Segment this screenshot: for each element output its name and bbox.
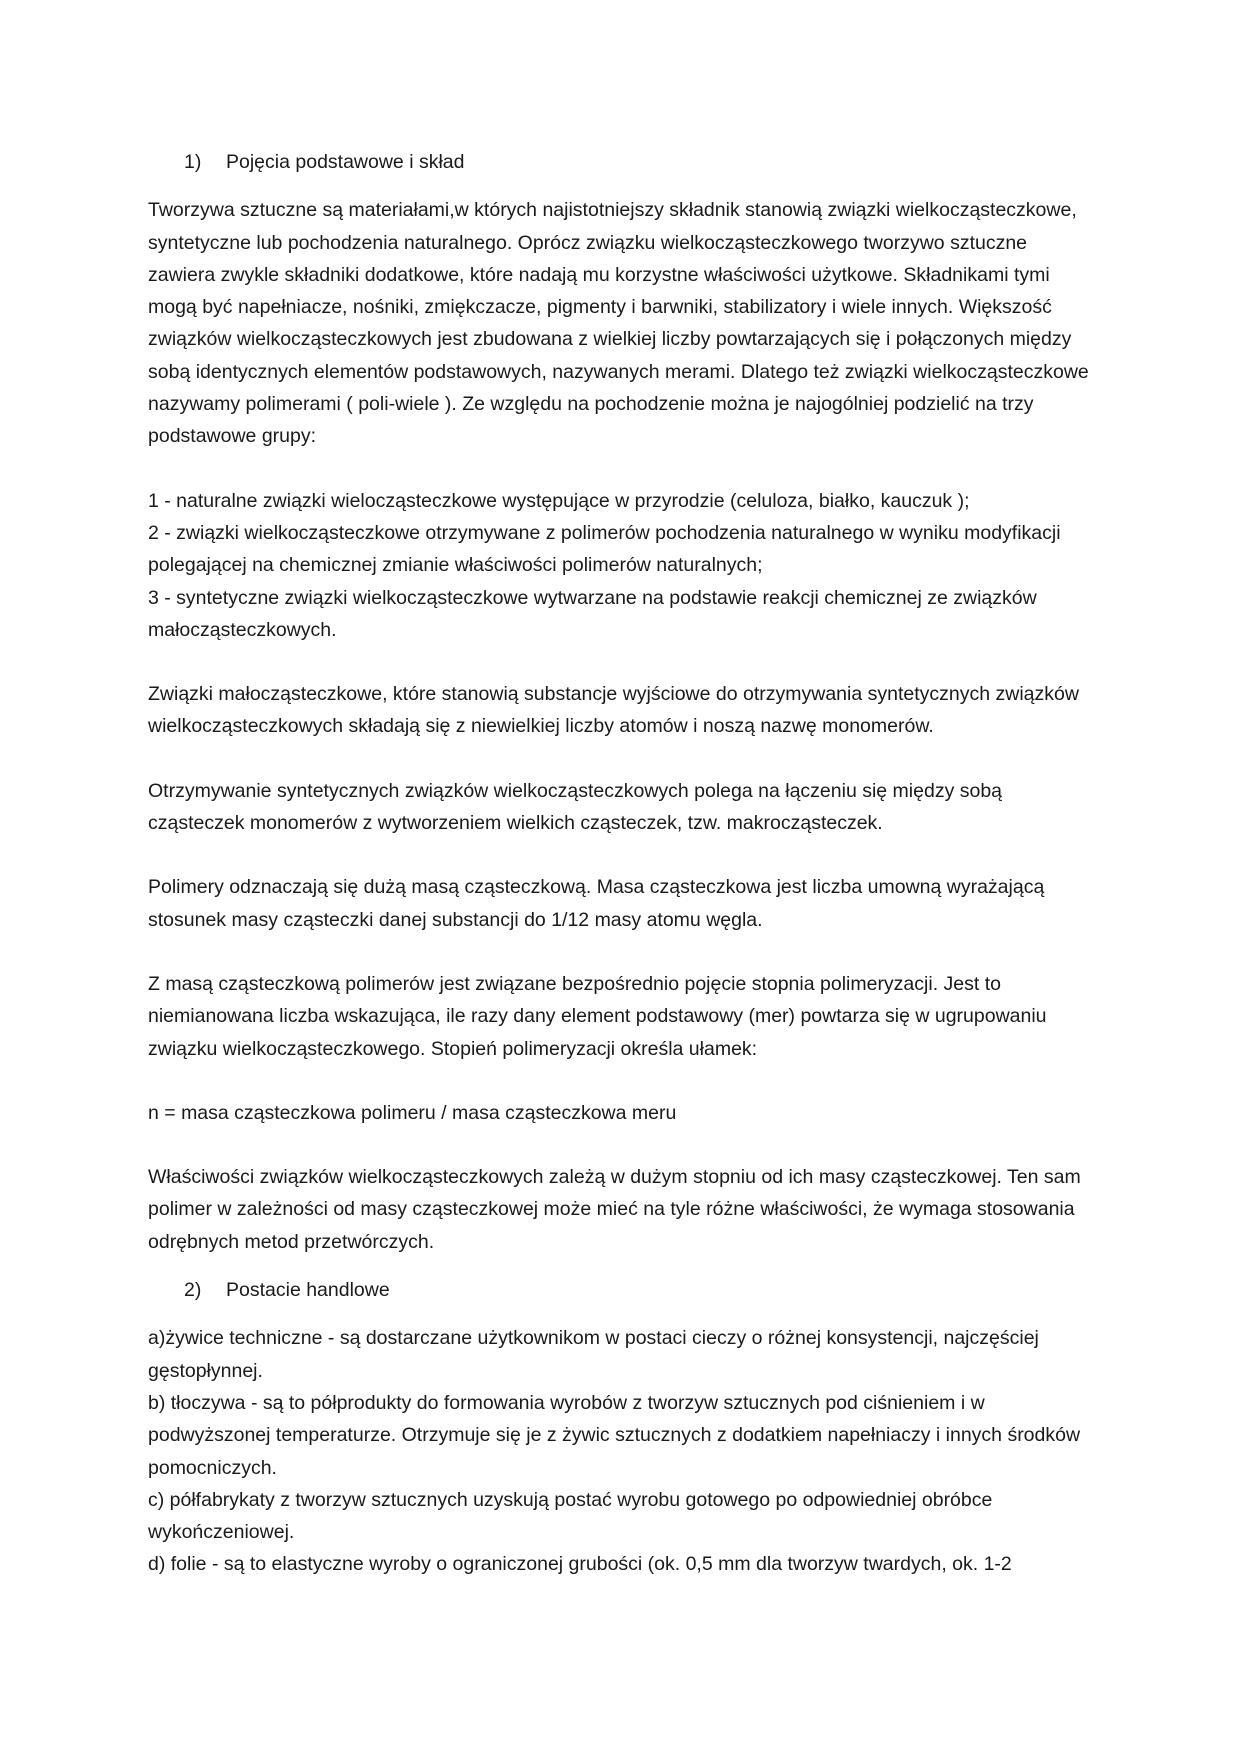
list-item: 3 - syntetyczne związki wielkocząsteczkowe wytwarzane na podstawie reakcji chemicznej ze związków małocząsteczkowych.	[148, 586, 1037, 641]
polymer-groups-list	[148, 485, 1098, 646]
paragraph-synthesis: Otrzymywanie syntetycznych związków wielkocząsteczkowych polega na łączeniu się między sobą cząsteczek monomerów z wytworzeniem wielkich cząsteczek, tzw. makrocząsteczek.	[148, 779, 1003, 835]
list-item: b) tłoczywa - są to półprodukty do formowania wyrobów z tworzyw sztucznych pod ciśnieniem i w podwyższonej temperaturze. Otrzymuje się je z żywic sztucznych z dodatkiem napełniaczy i innych środków pomocniczych.	[148, 1391, 1081, 1479]
list-item: 1 - naturalne związki wielocząsteczkowe występujące w przyrodzie (celuloza, białko, kauczuk );	[148, 489, 970, 512]
section-number: 2)	[184, 1279, 202, 1302]
document-body	[148, 146, 1098, 1581]
paragraph-intro: Tworzywa sztuczne są materiałami,w których najistotniejszy składnik stanowią związki wielkocząsteczkowe, syntetyczne lub pochodzenia naturalnego. Oprócz związku wielkocząsteczkowego tworzywo sztuczne zawiera zwykle składniki dodatkowe, które nadają mu korzystne właściwości użytkowe. Składnikami tymi mogą być napełniacze, nośniki, zmiękczacze, pigmenty i barwniki, stabilizatory i wiele innych. Większość związków wielkocząsteczkowych jest zbudowana z wielkiej liczby powtarzających się i połączonych między sobą identycznych elementów podstawowych, nazywanych merami. Dlatego też związki wielkocząsteczkowe nazywamy polimerami ( poli-wiele ). Ze względu na pochodzenie można je najogólniej podzielić na trzy podstawowe grupy:	[148, 199, 1089, 448]
list-item: d) folie - są to elastyczne wyroby o ograniczonej grubości (ok. 0,5 mm dla tworzyw twardych, ok. 1-2	[148, 1553, 1012, 1576]
list-item: 2 - związki wielkocząsteczkowe otrzymywane z polimerów pochodzenia naturalnego w wyniku modyfikacji polegającej na chemicznej zmianie właściwości polimerów naturalnych;	[148, 521, 1061, 577]
paragraph-polymerization-degree: Z masą cząsteczkową polimerów jest związane bezpośrednio pojęcie stopnia polimeryzacji. Jest to niemianowana liczba wskazująca, ile razy dany element podstawowy (mer) powtarza się w ugrupowaniu związku wielkocząsteczkowego. Stopień polimeryzacji określa ułamek:	[148, 972, 1047, 1060]
paragraph-properties: Właściwości związków wielkocząsteczkowych zależą w dużym stopniu od ich masy cząsteczkowej. Ten sam polimer w zależności od masy cząsteczkowej może mieć na tyle różne właściwości, że wymaga stosowania odrębnych metod przetwórczych.	[148, 1166, 1081, 1253]
formula: n = masa cząsteczkowa polimeru / masa cząsteczkowa meru	[148, 1101, 677, 1124]
section-heading-2	[148, 1274, 1098, 1306]
section-title: Pojęcia podstawowe i skład	[226, 151, 465, 173]
list-item: a)żywice techniczne - są dostarczane użytkownikom w postaci cieczy o różnej konsystencji, najczęściej gęstopłynnej.	[148, 1327, 1039, 1382]
section-heading-1	[148, 146, 1098, 178]
section-number: 1)	[184, 151, 202, 173]
section-title: Postacie handlowe	[226, 1279, 390, 1302]
list-item: c) półfabrykaty z tworzyw sztucznych uzyskują postać wyrobu gotowego po odpowiedniej obróbce wykończeniowej.	[148, 1488, 993, 1544]
paragraph-monomers: Związki małocząsteczkowe, które stanowią substancje wyjściowe do otrzymywania syntetycznych związków wielkocząsteczkowych składają się z niewielkiej liczby atomów i noszą nazwę monomerów.	[148, 683, 1079, 738]
paragraph-molecular-mass: Polimery odznaczają się dużą masą cząsteczkową. Masa cząsteczkowa jest liczba umowną wyrażającą stosunek masy cząsteczki danej substancji do 1/12 masy atomu węgla.	[148, 876, 1045, 931]
commercial-forms-list	[148, 1322, 1098, 1580]
